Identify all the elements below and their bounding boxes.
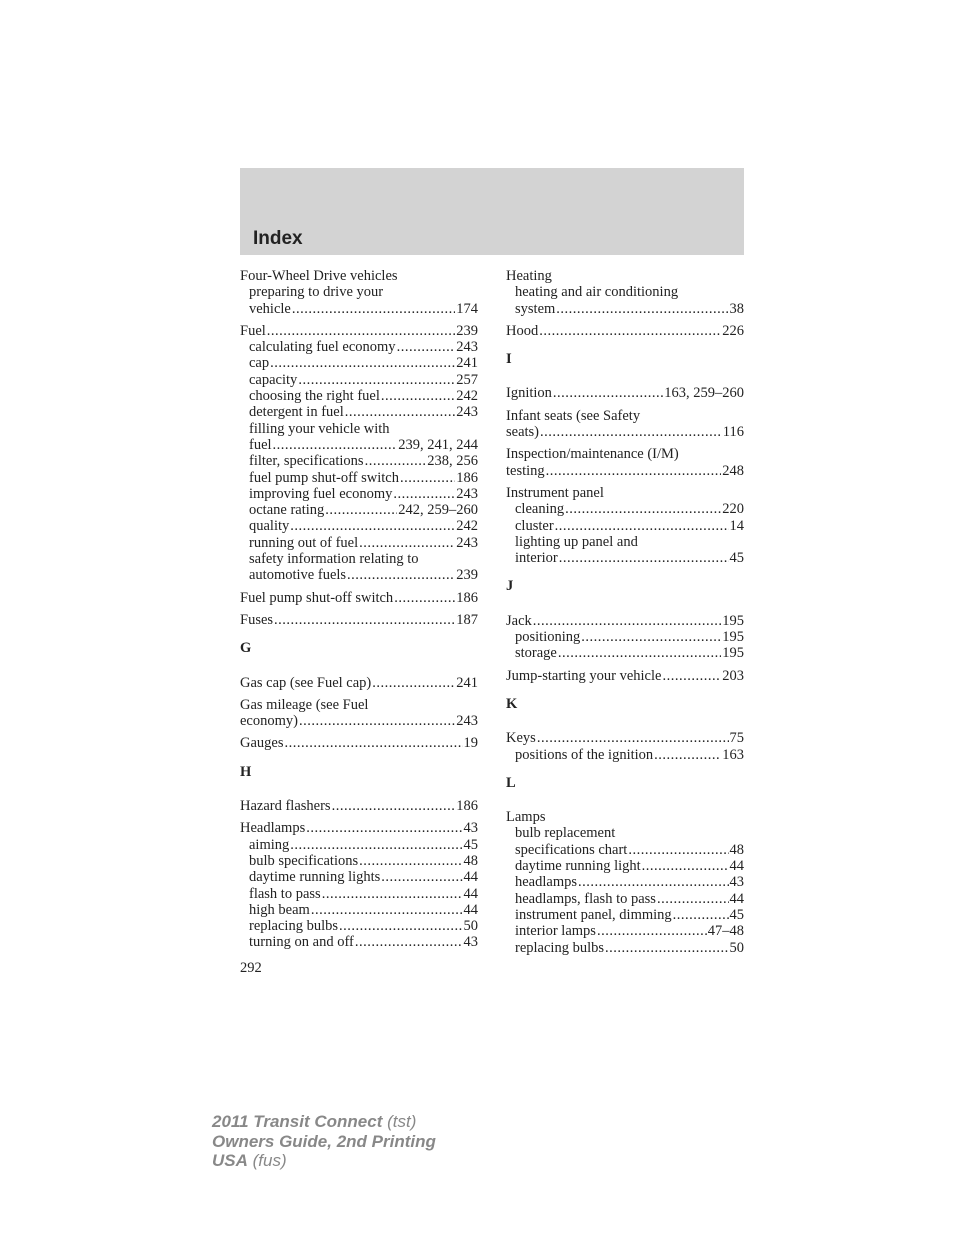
index-entry <box>506 809 744 956</box>
page-reference-link[interactable]: 243 <box>456 485 478 502</box>
dot-leader <box>311 902 463 918</box>
page-reference-link[interactable]: 45 <box>729 906 744 923</box>
footer-region-code: (fus) <box>247 1151 287 1170</box>
dot-leader <box>553 385 663 401</box>
index-subentry-line <box>240 421 478 437</box>
dot-leader <box>400 470 455 486</box>
dot-leader <box>347 567 455 583</box>
page-reference-link[interactable]: 243 <box>456 713 478 730</box>
entry-term: storage <box>515 645 557 662</box>
index-subentry-line <box>240 437 478 453</box>
dot-leader <box>292 301 455 317</box>
page-number: 292 <box>240 960 262 976</box>
dot-leader <box>355 934 463 950</box>
entry-term: Inspection/maintenance (I/M) <box>506 446 679 463</box>
page-reference-link[interactable]: 44 <box>463 869 478 886</box>
dot-leader <box>397 339 456 355</box>
index-entry <box>506 730 744 763</box>
page-reference-link[interactable]: 257 <box>456 371 478 388</box>
index-entry-line <box>240 323 478 339</box>
index-entry <box>240 735 478 751</box>
page-reference-link[interactable]: 47–48 <box>707 923 744 940</box>
entry-term: vehicle <box>249 300 291 317</box>
index-subentry-line <box>240 470 478 486</box>
entry-term: improving fuel economy <box>249 485 393 502</box>
entry-term: cleaning <box>515 501 565 518</box>
page-reference-link[interactable]: 38 <box>729 300 744 317</box>
page-reference-link[interactable]: 195 <box>722 612 744 629</box>
index-entry <box>506 613 744 662</box>
index-entry-line <box>240 798 478 814</box>
entry-term: fuel pump shut-off switch <box>249 469 399 486</box>
document-footer <box>212 1112 436 1171</box>
footer-guide: Owners Guide, 2nd Printing <box>212 1131 436 1151</box>
entry-term: detergent in fuel <box>249 404 344 421</box>
index-entry <box>240 697 478 730</box>
index-letter-heading: L <box>506 774 516 791</box>
dot-leader <box>559 550 729 566</box>
footer-model: 2011 Transit Connect <box>212 1112 383 1131</box>
entry-term: bulb specifications <box>249 852 359 869</box>
index-entry <box>506 408 744 441</box>
dot-leader <box>322 886 463 902</box>
page-reference-link[interactable]: 186 <box>456 798 478 815</box>
page-reference-link[interactable]: 116 <box>722 424 744 441</box>
index-subentry-line <box>240 518 478 534</box>
index-entry-line <box>240 590 478 606</box>
entry-term: testing <box>506 462 545 479</box>
index-subentry-line <box>506 874 744 890</box>
index-entry-line <box>506 668 744 684</box>
index-subentry-line <box>506 501 744 517</box>
index-entry <box>506 385 744 401</box>
index-entry-line <box>506 408 744 424</box>
entry-term: Gas cap (see Fuel cap) <box>240 674 372 691</box>
index-entry-line <box>506 424 744 440</box>
entry-term: replacing bulbs <box>515 939 604 956</box>
entry-term: lighting up panel and <box>515 533 638 550</box>
entry-term: flash to pass <box>249 885 321 902</box>
index-subentry-line <box>506 842 744 858</box>
entry-term: Fuses <box>240 611 274 628</box>
entry-term: Hood <box>506 322 539 339</box>
index-subentry-line <box>506 907 744 923</box>
index-entry <box>506 323 744 339</box>
entry-term: cap <box>249 355 270 372</box>
page-reference-link[interactable]: 187 <box>456 611 478 628</box>
index-subentry-line <box>506 825 744 841</box>
page-reference-link[interactable]: 186 <box>456 589 478 606</box>
dot-leader <box>332 798 456 814</box>
entry-term: headlamps <box>515 874 578 891</box>
dot-leader <box>558 645 721 661</box>
dot-leader <box>290 518 455 534</box>
dot-leader <box>381 388 455 404</box>
dot-leader <box>578 874 728 890</box>
dot-leader <box>393 486 455 502</box>
index-entry-line <box>240 735 478 751</box>
entry-term: running out of fuel <box>249 534 359 551</box>
page-reference-link[interactable]: 45 <box>729 550 744 567</box>
page-reference-link[interactable]: 43 <box>463 820 478 837</box>
dot-leader <box>372 675 455 691</box>
index-entry-line <box>506 485 744 501</box>
entry-term: heating and air conditioning <box>515 284 679 301</box>
dot-leader <box>540 424 722 440</box>
dot-leader <box>381 869 462 885</box>
dot-leader <box>345 404 455 420</box>
dot-leader <box>365 453 427 469</box>
page-reference-link[interactable]: 48 <box>729 841 744 858</box>
index-subentry-line <box>506 858 744 874</box>
index-subentry-line <box>506 284 744 300</box>
index-subentry-line <box>506 891 744 907</box>
index-letter-heading: G <box>240 640 252 657</box>
index-subentry-line <box>240 886 478 902</box>
index-entry-line <box>506 613 744 629</box>
entry-term: Headlamps <box>240 820 306 837</box>
entry-term: positioning <box>515 629 581 646</box>
entry-term: Ignition <box>506 385 552 402</box>
entry-term: replacing bulbs <box>249 918 338 935</box>
index-subentry-line <box>240 869 478 885</box>
dot-leader <box>537 730 729 746</box>
index-entry-line <box>240 675 478 691</box>
dot-leader <box>339 918 463 934</box>
dot-leader <box>628 842 728 858</box>
page-reference-link[interactable]: 220 <box>722 501 744 518</box>
page-reference-link[interactable]: 44 <box>463 901 478 918</box>
dot-leader <box>546 463 722 479</box>
entry-term: Gauges <box>240 735 284 752</box>
entry-term: Four-Wheel Drive vehicles <box>240 268 398 284</box>
page-reference-link[interactable]: 43 <box>729 874 744 891</box>
index-entry <box>240 590 478 606</box>
entry-term: interior lamps <box>515 923 596 940</box>
index-column-left <box>240 268 478 957</box>
dot-leader <box>565 501 721 517</box>
page-reference-link[interactable]: 243 <box>456 339 478 356</box>
page-reference-link[interactable]: 163 <box>722 746 744 763</box>
entry-term: Heating <box>506 268 552 284</box>
entry-term: preparing to drive your <box>249 284 384 301</box>
page-reference-link[interactable]: 44 <box>729 858 744 875</box>
index-subentry-line <box>240 902 478 918</box>
index-entry <box>506 268 744 317</box>
dot-leader <box>539 323 721 339</box>
entry-term: Instrument panel <box>506 484 604 501</box>
index-subentry-line <box>506 940 744 956</box>
index-entry <box>506 446 744 479</box>
dot-leader <box>298 372 455 388</box>
dot-leader <box>274 612 455 628</box>
index-subentry-line <box>506 301 744 317</box>
index-letter-heading: H <box>240 763 252 780</box>
page-reference-link[interactable]: 75 <box>729 730 744 747</box>
section-header-bar <box>240 168 744 255</box>
index-subentry-line <box>240 918 478 934</box>
page-reference-link[interactable]: 238, 256 <box>427 453 478 470</box>
entry-term: daytime running light <box>515 858 641 875</box>
page-reference-link[interactable]: 242 <box>456 518 478 535</box>
index-subentry-line <box>240 551 478 567</box>
index-entry-line <box>506 323 744 339</box>
page-reference-link[interactable]: 45 <box>463 836 478 853</box>
dot-leader <box>662 668 721 684</box>
index-subentry-line <box>506 747 744 763</box>
dot-leader <box>290 837 462 853</box>
entry-term: filter, specifications <box>249 453 364 470</box>
entry-term: Jack <box>506 612 532 629</box>
index-entry-line <box>506 268 744 284</box>
index-subentry-line <box>240 502 478 518</box>
entry-term: positions of the ignition <box>515 746 654 763</box>
index-subentry-line <box>240 535 478 551</box>
entry-term: filling your vehicle with <box>249 420 390 437</box>
page-reference-link[interactable]: 44 <box>463 885 478 902</box>
dot-leader <box>581 629 721 645</box>
dot-leader <box>673 907 729 923</box>
entry-term: fuel <box>249 436 272 453</box>
index-entry-line <box>240 713 478 729</box>
entry-term: aiming <box>249 836 290 853</box>
index-subentry-line <box>240 853 478 869</box>
index-entry-line <box>506 385 744 401</box>
dot-leader <box>533 613 721 629</box>
page-reference-link[interactable]: 242, 259–260 <box>398 502 478 519</box>
page-reference-link[interactable]: 14 <box>729 517 744 534</box>
page-reference-link[interactable]: 186 <box>456 469 478 486</box>
entry-term: instrument panel, dimming <box>515 906 672 923</box>
entry-term: safety information relating to <box>249 551 419 568</box>
entry-term: octane rating <box>249 502 325 519</box>
entry-term: choosing the right fuel <box>249 388 380 405</box>
index-entry-line <box>506 463 744 479</box>
index-subentry-line <box>240 837 478 853</box>
index-letter-heading: J <box>506 578 514 595</box>
index-entry-line <box>240 820 478 836</box>
dot-leader <box>657 891 729 907</box>
page-reference-link[interactable]: 44 <box>729 890 744 907</box>
index-entry-line <box>506 730 744 746</box>
index-subentry-line <box>240 934 478 950</box>
index-column-right <box>506 268 744 962</box>
index-subentry-line <box>240 404 478 420</box>
entry-term: calculating fuel economy <box>249 339 396 356</box>
index-subentry-line <box>240 355 478 371</box>
page-reference-link[interactable]: 241 <box>456 674 478 691</box>
index-subentry-line <box>240 339 478 355</box>
dot-leader <box>597 923 707 939</box>
dot-leader <box>605 940 729 956</box>
index-entry <box>506 668 744 684</box>
page-reference-link[interactable]: 195 <box>722 645 744 662</box>
entry-term: headlamps, flash to pass <box>515 890 656 907</box>
page-reference-link[interactable]: 226 <box>722 322 744 339</box>
dot-leader <box>273 437 398 453</box>
index-entry <box>240 798 478 814</box>
dot-leader <box>556 301 728 317</box>
page-reference-link[interactable]: 48 <box>463 852 478 869</box>
entry-term: seats) <box>506 424 540 441</box>
entry-term: Fuel <box>240 322 266 339</box>
page-reference-link[interactable]: 241 <box>456 355 478 372</box>
index-subentry-line <box>240 453 478 469</box>
index-subentry-line <box>506 645 744 661</box>
dot-leader <box>325 502 397 518</box>
entry-term: interior <box>515 550 558 567</box>
page-reference-link[interactable]: 203 <box>722 667 744 684</box>
index-subentry-line <box>240 567 478 583</box>
entry-term: cluster <box>515 517 554 534</box>
page-reference-link[interactable]: 50 <box>463 918 478 935</box>
page-reference-link[interactable]: 195 <box>722 629 744 646</box>
dot-leader <box>299 713 455 729</box>
dot-leader <box>267 323 455 339</box>
index-subentry-line <box>240 388 478 404</box>
index-entry <box>240 820 478 950</box>
entry-term: automotive fuels <box>249 567 347 584</box>
index-subentry-line <box>506 534 744 550</box>
index-entry-line <box>506 446 744 462</box>
index-subentry-line <box>240 301 478 317</box>
dot-leader <box>642 858 729 874</box>
index-subentry-line <box>506 629 744 645</box>
index-letter-heading: K <box>506 695 518 712</box>
page-reference-link[interactable]: 239 <box>456 322 478 339</box>
index-subentry-line <box>506 550 744 566</box>
index-entry <box>240 675 478 691</box>
entry-term: high beam <box>249 901 310 918</box>
page-reference-link[interactable]: 242 <box>456 388 478 405</box>
page-reference-link[interactable]: 50 <box>729 939 744 956</box>
page-reference-link[interactable]: 248 <box>722 462 744 479</box>
dot-leader <box>306 820 462 836</box>
index-entry <box>240 323 478 584</box>
dot-leader <box>359 853 462 869</box>
entry-term: specifications chart <box>515 841 628 858</box>
page-reference-link[interactable]: 239 <box>456 567 478 584</box>
index-subentry-line <box>240 486 478 502</box>
dot-leader <box>394 590 455 606</box>
entry-term: system <box>515 300 556 317</box>
index-entry <box>506 485 744 566</box>
entry-term: Infant seats (see Safety <box>506 407 641 424</box>
dot-leader <box>654 747 721 763</box>
index-subentry-line <box>240 284 478 300</box>
entry-term: quality <box>249 518 290 535</box>
entry-term: turning on and off <box>249 934 354 951</box>
index-entry-line <box>240 697 478 713</box>
entry-term: economy) <box>240 713 298 730</box>
index-entry <box>240 612 478 628</box>
page-reference-link[interactable]: 239, 241, 244 <box>398 436 478 453</box>
page-reference-link[interactable]: 243 <box>456 534 478 551</box>
entry-term: bulb replacement <box>515 825 616 842</box>
page-title: Index <box>253 228 303 249</box>
entry-term: Keys <box>506 730 536 747</box>
entry-term: Fuel pump shut-off switch <box>240 589 394 606</box>
entry-term: Hazard flashers <box>240 798 331 815</box>
index-subentry-line <box>506 518 744 534</box>
entry-term: Gas mileage (see Fuel <box>240 696 369 713</box>
dot-leader <box>285 735 463 751</box>
page-reference-link[interactable]: 174 <box>456 300 478 317</box>
page-reference-link[interactable]: 43 <box>463 934 478 951</box>
entry-term: Jump-starting your vehicle <box>506 667 662 684</box>
dot-leader <box>555 518 729 534</box>
index-entry-line <box>240 612 478 628</box>
dot-leader <box>270 355 455 371</box>
page-reference-link[interactable]: 163, 259–260 <box>664 385 744 402</box>
entry-term: capacity <box>249 371 298 388</box>
footer-model-code: (tst) <box>382 1112 417 1131</box>
index-entry <box>240 268 478 317</box>
footer-region: USA <box>212 1151 248 1170</box>
page-reference-link[interactable]: 19 <box>463 735 478 752</box>
index-letter-heading: I <box>506 351 512 368</box>
entry-term: daytime running lights <box>249 869 381 886</box>
entry-term: Lamps <box>506 809 546 826</box>
index-subentry-line <box>240 372 478 388</box>
index-entry-line <box>506 809 744 825</box>
index-subentry-line <box>506 923 744 939</box>
page-reference-link[interactable]: 243 <box>456 404 478 421</box>
index-entry-line <box>240 268 478 284</box>
dot-leader <box>359 535 455 551</box>
